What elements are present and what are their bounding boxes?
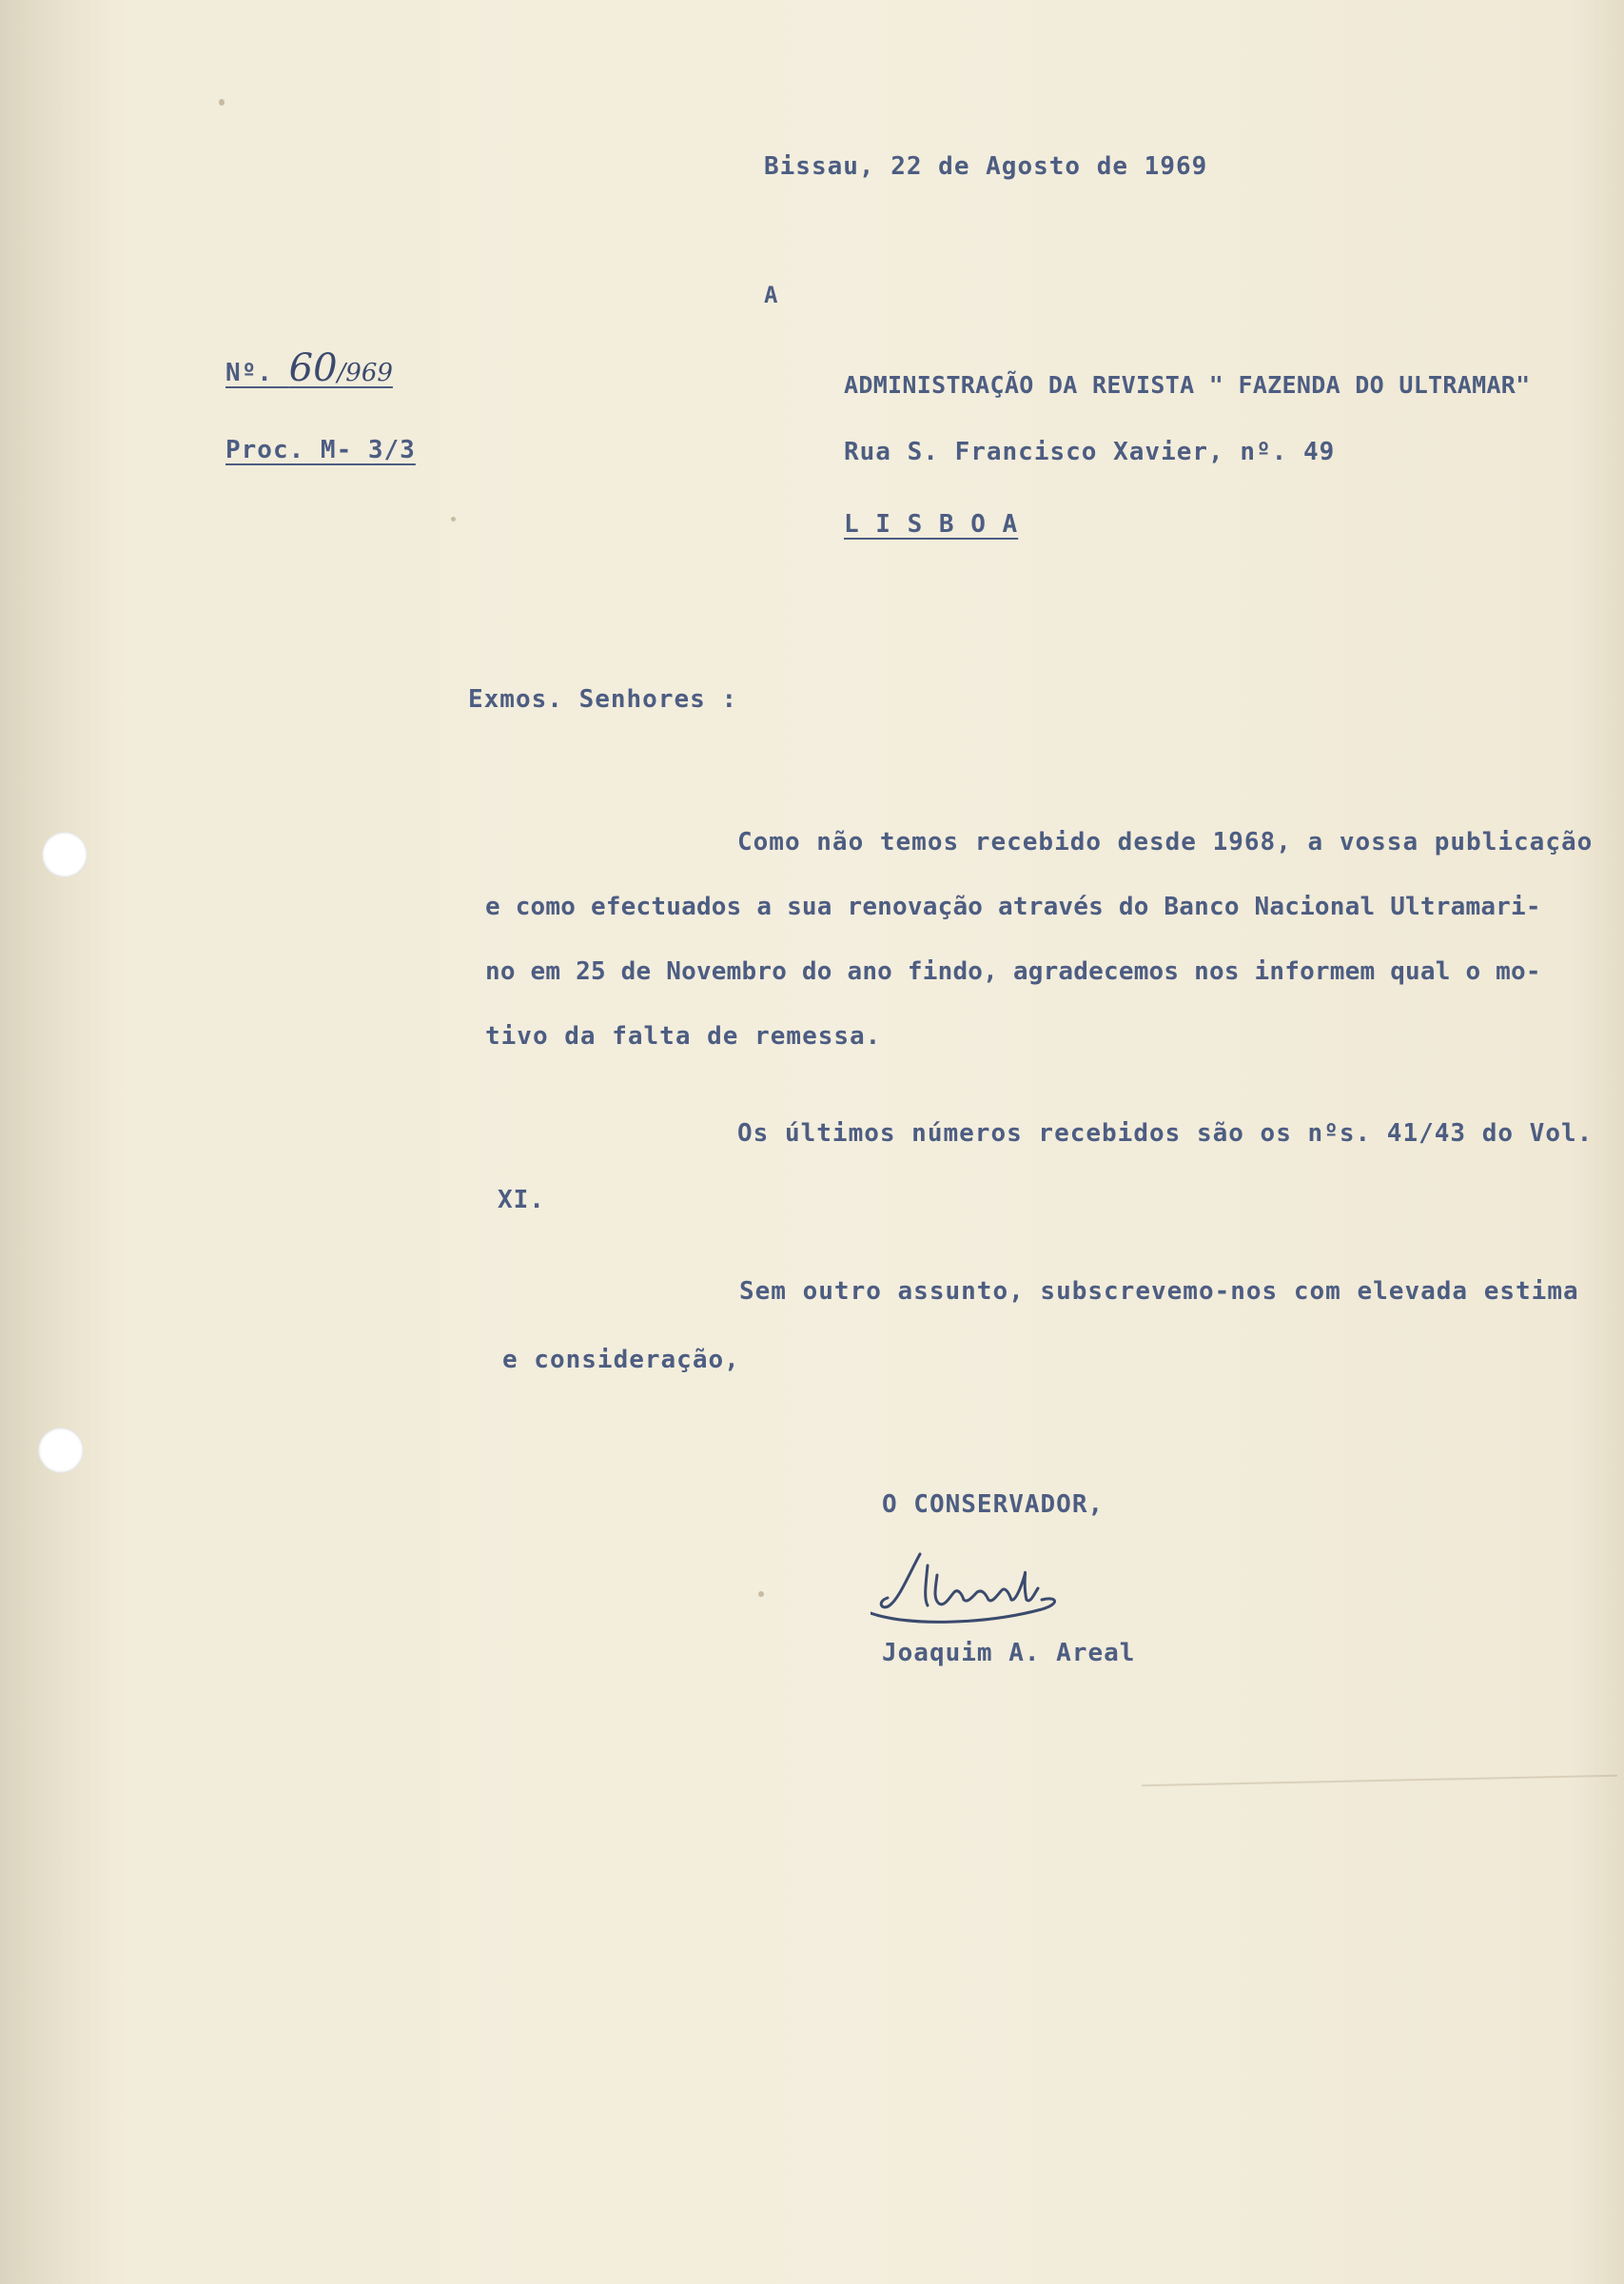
- handwritten-number: 60: [288, 346, 338, 390]
- body-line: e consideração,: [502, 1346, 740, 1374]
- body-line: Sem outro assunto, subscrevemo-nos com elevada estima: [739, 1277, 1579, 1306]
- date-line: Bissau, 22 de Agosto de 1969: [764, 152, 1208, 181]
- reference-number: [225, 346, 393, 390]
- paper-spot: [451, 517, 456, 522]
- signatory-name: Joaquim A. Areal: [882, 1639, 1136, 1667]
- reference-prefix: Nº.: [225, 359, 273, 387]
- punch-hole-top: [42, 832, 88, 877]
- body-line: no em 25 de Novembro do ano findo, agradecemos nos informem qual o mo-: [485, 957, 1541, 986]
- salutation: Exmos. Senhores :: [468, 685, 738, 714]
- signoff-title: O CONSERVADOR,: [882, 1490, 1105, 1519]
- paper-fold-shadow: [0, 0, 114, 2284]
- body-line: Os últimos números recebidos são os nºs. 41/43 do Vol.: [737, 1119, 1594, 1148]
- typed-mark: A: [764, 282, 779, 308]
- body-line: tivo da falta de remessa.: [485, 1022, 882, 1051]
- process-reference: Proc. M- 3/3: [225, 436, 416, 464]
- recipient-line-1: ADMINISTRAÇÃO DA REVISTA " FAZENDA DO ULTRAMAR": [844, 371, 1531, 399]
- handwritten-signature: [871, 1546, 1137, 1632]
- paper-spot: [219, 99, 225, 106]
- body-line: e como efectuados a sua renovação através do Banco Nacional Ultramari-: [485, 893, 1541, 921]
- body-line: Como não temos recebido desde 1968, a vossa publicação: [737, 828, 1594, 856]
- reference-suffix: /969: [337, 359, 393, 387]
- paper-crease: [1142, 1775, 1617, 1786]
- recipient-line-2: Rua S. Francisco Xavier, nº. 49: [844, 438, 1336, 466]
- paper-spot: [758, 1591, 764, 1597]
- punch-hole-bottom: [38, 1428, 84, 1473]
- recipient-city: L I S B O A: [844, 510, 1019, 539]
- body-line: XI.: [498, 1186, 545, 1214]
